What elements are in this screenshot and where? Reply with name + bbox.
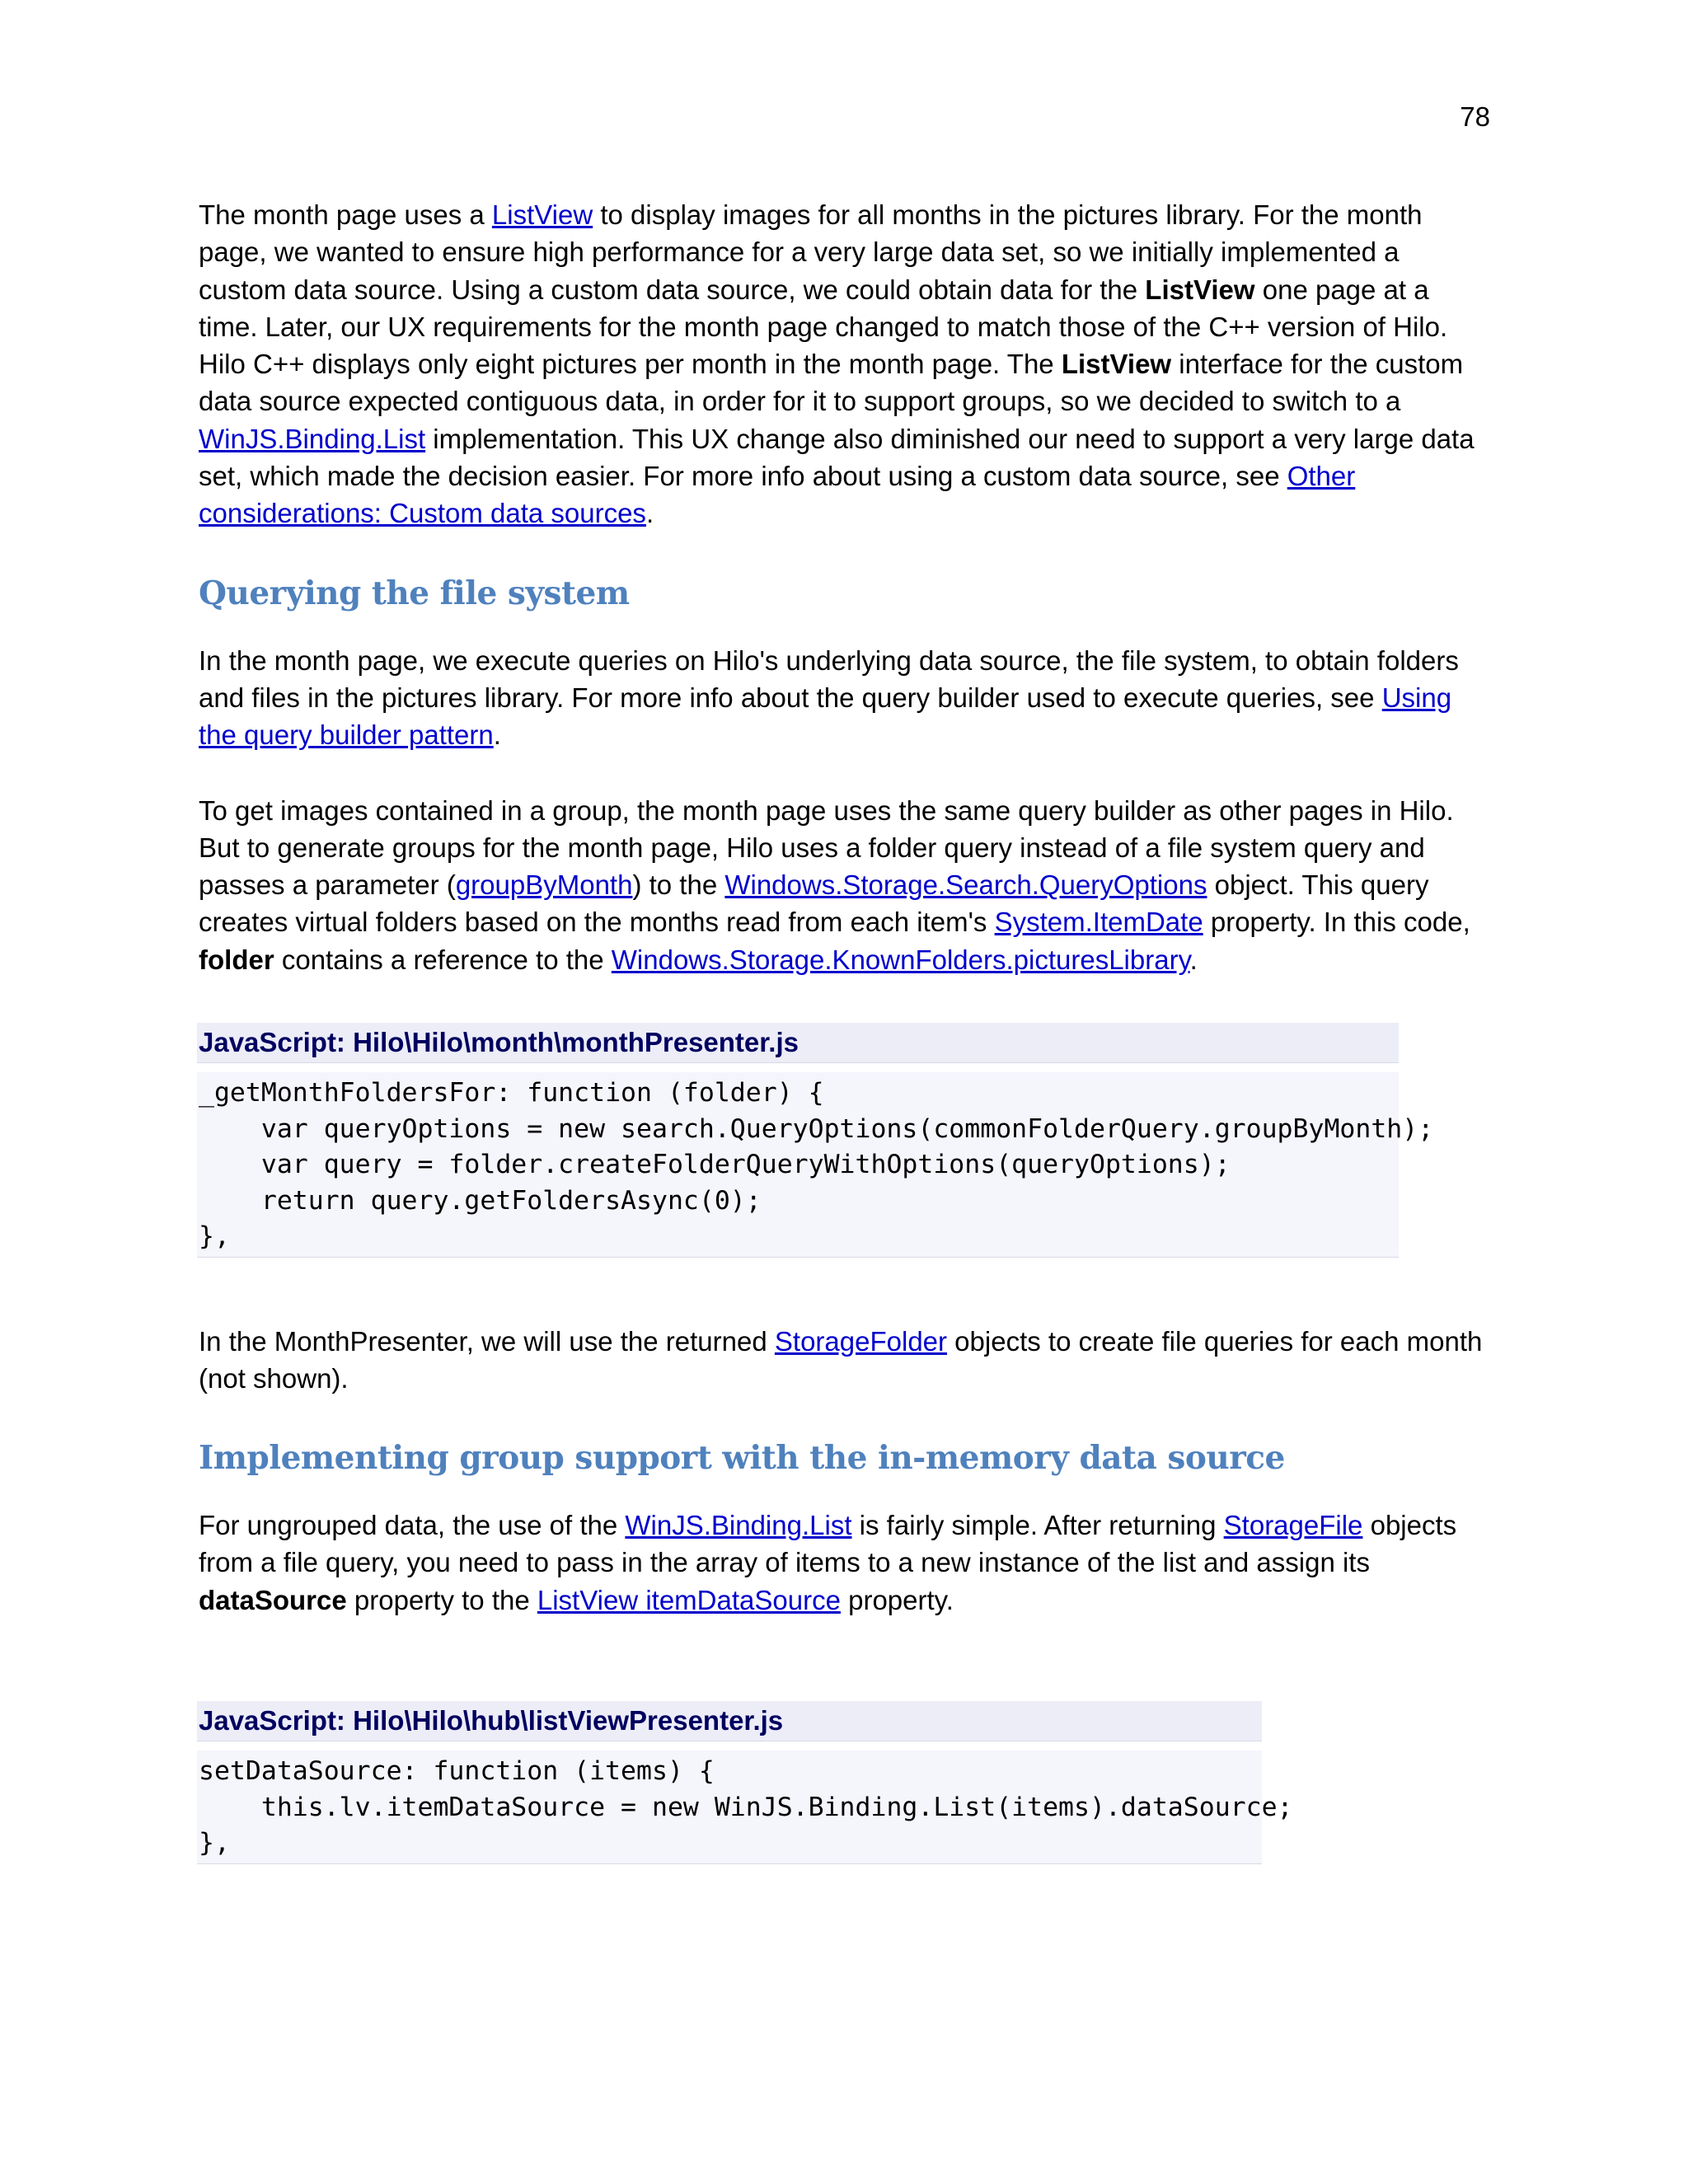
link-storage-folder[interactable]: StorageFolder	[774, 1325, 948, 1357]
paragraph-ungrouped-data: For ungrouped data, the use of the WinJS.Binding.List is fairly simple. After returning StorageFile objects from a file query, you need to pass in the array of items to a new instance of the list and assign its dataSource property to the ListView itemDataSource property.	[199, 1510, 1457, 1615]
page-content	[199, 196, 1493, 1864]
link-system-item-date[interactable]: System.ItemDate	[994, 907, 1203, 938]
paragraph-listview-intro: The month page uses a ListView to display images for all months in the pictures library. For the month page, we wanted to ensure high performance for a very large data set, so we initially implemented a custom data source. Using a custom data source, we could obtain data for the ListView one page at a time. Later, our UX requirements for the month page changed to match those of the C++ version of Hilo. Hilo C++ displays only eight pictures per month in the month page. The ListView interface for the custom data source expected contiguous data, in order for it to support groups, so we decided to switch to a WinJS.Binding.List implementation. This UX change also diminished our need to support a very large data set, which made the decision easier. For more info about using a custom data source, see Other considerations: Custom data sources.	[199, 199, 1475, 529]
page-number: 78	[1460, 101, 1490, 132]
link-group-by-month[interactable]: groupByMonth	[455, 869, 633, 901]
code-block-listview-presenter	[197, 1701, 1293, 1864]
link-listview-item-data-source[interactable]: ListView itemDataSource	[537, 1584, 841, 1615]
code-block-title: JavaScript: Hilo\Hilo\month\monthPresenter.js	[197, 1023, 1399, 1063]
link-pictures-library[interactable]: Windows.Storage.KnownFolders.picturesLibrary	[611, 944, 1190, 975]
paragraph-month-presenter: In the MonthPresenter, we will use the returned StorageFolder objects to create file queries for each month (not shown).	[199, 1325, 1483, 1394]
link-listview[interactable]: ListView	[491, 199, 593, 230]
heading-querying-file-system: Querying the file system	[199, 574, 630, 612]
heading-group-support: Implementing group support with the in-memory data source	[199, 1439, 1285, 1478]
code-block-month-presenter	[197, 1023, 1434, 1258]
link-query-options[interactable]: Windows.Storage.Search.QueryOptions	[724, 869, 1207, 901]
code-block-body	[197, 1072, 1434, 1258]
code-listing: setDataSource: function (items) { this.lv.itemDataSource = new WinJS.Binding.List(items).dataSource; },	[199, 1756, 1293, 1858]
code-block-title: JavaScript: Hilo\Hilo\hub\listViewPresenter.js	[197, 1701, 1262, 1741]
link-storage-file[interactable]: StorageFile	[1223, 1510, 1363, 1541]
link-query-builder-pattern[interactable]: Using the query builder pattern	[199, 682, 1452, 751]
paragraph-query-execution: In the month page, we execute queries on Hilo's underlying data source, the file system, to obtain folders and files in the pictures library. For more info about the query builder used to execute queries, see Using the query builder pattern.	[199, 644, 1459, 751]
link-other-considerations[interactable]: Other considerations: Custom data sources	[199, 461, 1356, 529]
code-listing: _getMonthFoldersFor: function (folder) { var queryOptions = new search.QueryOptions(commonFolderQuery.groupByMonth); var query = folder.createFolderQueryWithOptions(queryOptions); return query.getFoldersAsync(0); },	[199, 1078, 1434, 1252]
link-winjs-binding-list[interactable]: WinJS.Binding.List	[199, 423, 426, 454]
code-block-body	[197, 1750, 1293, 1864]
link-winjs-binding-list-2[interactable]: WinJS.Binding.List	[625, 1510, 852, 1541]
paragraph-folder-query: To get images contained in a group, the month page uses the same query builder as other pages in Hilo. But to generate groups for the month page, Hilo uses a folder query instead of a file system query and passes a parameter (groupByMonth) to the Windows.Storage.Search.QueryOptions object. This query creates virtual folders based on the months read from each item's System.ItemDate property. In this code, folder contains a reference to the Windows.Storage.KnownFolders.picturesLibrary.	[199, 794, 1470, 975]
